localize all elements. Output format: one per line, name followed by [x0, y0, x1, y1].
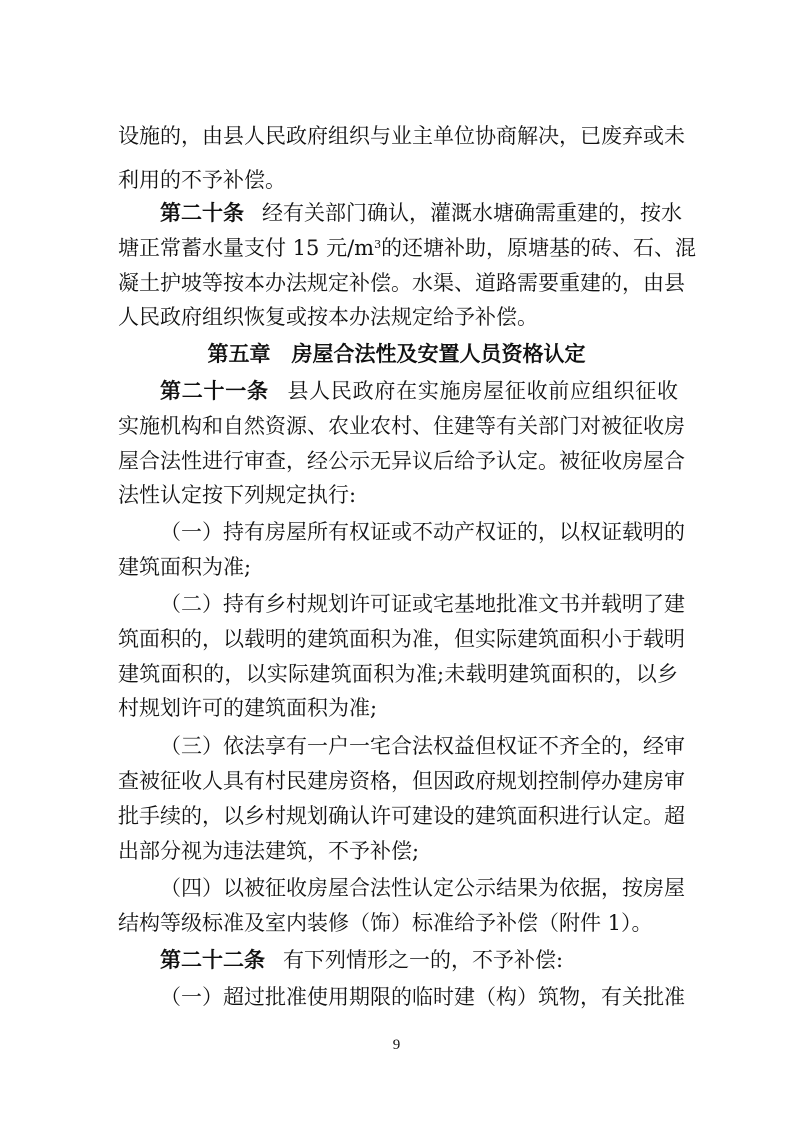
list-item-1: （一）持有房屋所有权证或不动产权证的，以权证载明的: [160, 520, 685, 544]
list-item-22-1: （一）超过批准使用期限的临时建（构）筑物，有关批准: [160, 985, 685, 1009]
list-item-3: （三）依法享有一户一宅合法权益但权证不齐全的，经审: [160, 734, 685, 758]
page-number: 9: [392, 1037, 401, 1053]
article-22-line: [160, 945, 678, 975]
paragraph-line: 结构等级标准及室内装修（饰）标准给予补偿（附件 1）。: [118, 911, 653, 935]
article-21-title: 第二十一条: [160, 379, 269, 403]
paragraph-line: 实施机构和自然资源、农业农村、住建等有关部门对被征收房: [118, 414, 685, 438]
paragraph-line: 法性认定按下列规定执行:: [118, 483, 357, 507]
article-20-line: [160, 198, 682, 228]
article-20-text: 塘正常蓄水量支付 15 元/m: [118, 236, 375, 260]
paragraph-line: 设施的，由县人民政府组织与业主单位协商解决，已废弃或未: [118, 124, 685, 148]
article-22-text: 有下列情形之一的，不予补偿:: [283, 948, 564, 972]
paragraph-line: 利用的不予补偿。: [118, 168, 286, 192]
article-20-title: 第二十条: [160, 201, 244, 225]
article-21-line: [160, 376, 678, 406]
paragraph-line: 建筑面积为准;: [118, 555, 252, 579]
paragraph-line: 查被征收人具有村民建房资格，但因政府规划控制停办建房审: [118, 769, 685, 793]
paragraph-line: 建筑面积的，以实际建筑面积为准;未载明建筑面积的，以乡: [118, 662, 678, 686]
list-item-4: （四）以被征收房屋合法性认定公示结果为依据，按房屋: [160, 876, 685, 900]
article-21-text: 县人民政府在实施房屋征收前应组织征收: [286, 379, 679, 403]
list-item-2: （二）持有乡村规划许可证或宅基地批准文书并载明了建: [160, 592, 685, 616]
paragraph-line: 筑面积的，以载明的建筑面积为准，但实际建筑面积小于载明: [118, 627, 685, 651]
article-22-title: 第二十二条: [160, 948, 265, 972]
superscript: 3: [374, 238, 382, 251]
article-20-text: 经有关部门确认，灌溉水塘确需重建的，按水: [262, 201, 682, 225]
paragraph-line: 村规划许可的建筑面积为准;: [118, 696, 378, 720]
paragraph-line: 批手续的，以乡村规划确认许可建设的建筑面积进行认定。超: [118, 804, 685, 828]
paragraph-line: 出部分视为违法建筑，不予补偿;: [118, 839, 420, 863]
paragraph-line: 凝土护坡等按本办法规定补偿。水渠、道路需要重建的，由县: [118, 271, 685, 295]
paragraph-line: [118, 233, 697, 263]
chapter-heading: 第五章 房屋合法性及安置人员资格认定: [207, 342, 586, 366]
paragraph-line: 屋合法性进行审查，经公示无异议后给予认定。被征收房屋合: [118, 449, 685, 473]
article-20-text: 的还塘补助，原塘基的砖、石、混: [381, 236, 697, 260]
paragraph-line: 人民政府组织恢复或按本办法规定给予补偿。: [118, 305, 538, 329]
